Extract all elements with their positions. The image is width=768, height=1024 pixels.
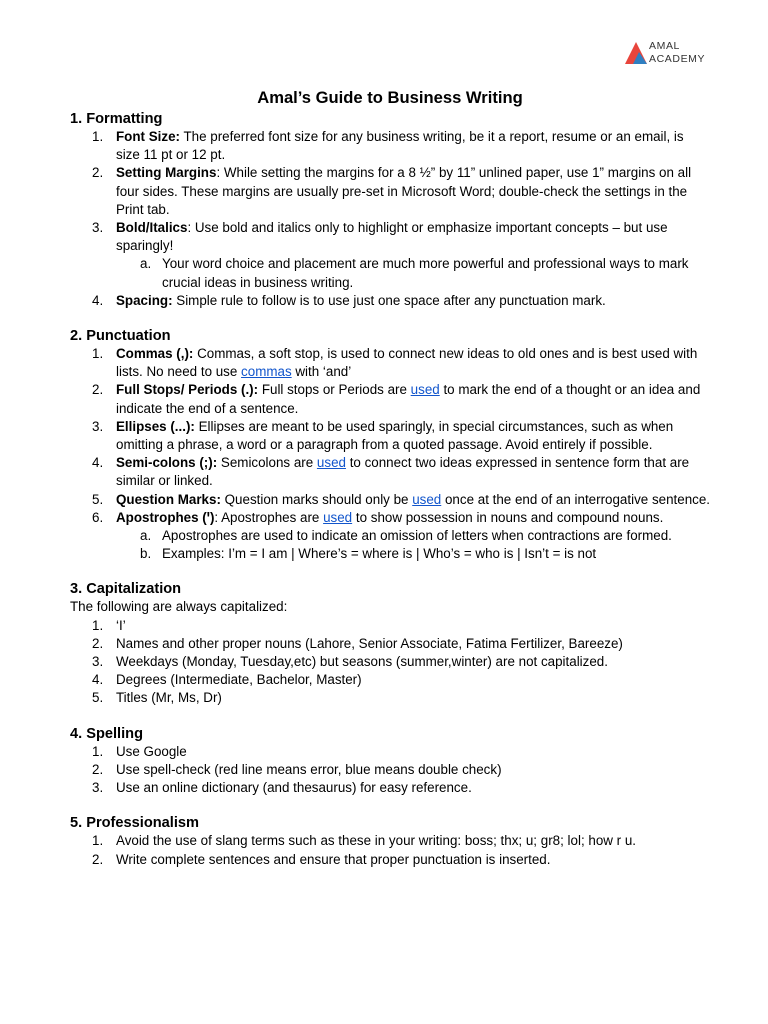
used-link[interactable]: used (412, 491, 442, 507)
section-heading-punctuation: 2. Punctuation (70, 328, 171, 345)
list-item: 4. Degrees (Intermediate, Bachelor, Master) (92, 672, 362, 688)
logo-triangle-icon (624, 41, 648, 65)
list-item: 2. Write complete sentences and ensure that proper punctuation is inserted. (92, 851, 551, 867)
used-link[interactable]: used (410, 382, 440, 398)
list-item: 3. Ellipses (...): Ellipses are meant to be used sparingly, in special circumstances, such as when omitting a phrase, a word or a paragraph from a quoted passage. Avoid entirely if possible. (92, 418, 674, 453)
list-item: 1. Commas (,): Commas, a soft stop, is used to connect new ideas to old ones and is best used with lists. No need to use commas with ‘and’ (92, 346, 698, 380)
list-item: 1. Use Google (92, 743, 187, 759)
used-link[interactable]: used (323, 509, 353, 525)
list-item: 2. Names and other proper nouns (Lahore, Senior Associate, Fatima Fertilizer, Bareeze) (92, 635, 623, 651)
section-formatting (70, 110, 710, 310)
section-heading-formatting: 1. Formatting (70, 111, 163, 127)
document-title: Amal’s Guide to Business Writing (257, 88, 523, 107)
list-item: 1. ‘I’ (92, 617, 126, 633)
list-item: 3. Use an online dictionary (and thesaurus) for easy reference. (92, 780, 472, 796)
list-item: 5. Question Marks: Question marks should only be used once at the end of an interrogative sentence. (92, 491, 711, 507)
list-item: 6. Apostrophes (ꞌ): Apostrophes are used to show possession in nouns and compound nouns. a. Apostrophes are used to indicate an omission of letters when contractions are formed. b. Examples: I’m = I am | Where’s = where is | Who’s = who is | Isn’t = is not (70, 509, 710, 564)
sub-list-item: a. Apostrophes are used to indicate an omission of letters when contractions are formed. (140, 528, 672, 544)
document-body (70, 88, 710, 886)
section-capitalization (70, 580, 710, 707)
used-link[interactable]: used (316, 455, 346, 471)
list-item: 2. Setting Margins: While setting the margins for a 8 ½” by 11” unlined paper, use 1” margins on all four sides. These margins are usually pre-set in Microsoft Word; double-check the settings in the Print tab. (92, 165, 692, 217)
section-heading-spelling: 4. Spelling (70, 725, 143, 742)
section-heading-capitalization: 3. Capitalization (70, 581, 182, 598)
commas-link[interactable]: commas (241, 364, 292, 380)
section-heading-professionalism: 5. Professionalism (70, 815, 199, 832)
sub-list-item: a. Your word choice and placement are much more powerful and professional ways to mark crucial ideas in business writing. (140, 256, 689, 290)
logo-line2: ACADEMY (649, 53, 706, 65)
sub-list-item: b. Examples: I’m = I am | Where’s = where is | Who’s = who is | Isn’t = is not (140, 546, 597, 562)
section-professionalism (70, 814, 710, 868)
logo-line1: AMAL (649, 40, 680, 52)
amal-academy-logo (624, 40, 714, 68)
section-spelling (70, 725, 710, 798)
list-item: 2. Full Stops/ Periods (.): Full stops or Periods are used to mark the end of a thought or an idea and indicate the end of a sentence. (92, 382, 701, 416)
list-item: 4. Spacing: Simple rule to follow is to use just one space after any punctuation mark. (92, 292, 606, 308)
section-punctuation (70, 327, 710, 563)
list-item: 4. Semi-colons (;): Semicolons are used to connect two ideas expressed in sentence form that are similar or linked. (92, 455, 690, 489)
list-item: 5. Titles (Mr, Ms, Dr) (92, 690, 222, 706)
capitalization-intro: The following are always capitalized: (70, 599, 288, 615)
list-item: 1. Font Size: The preferred font size for any business writing, be it a report, resume or an email, is size 11 pt or 12 pt. (92, 129, 684, 163)
list-item: 2. Use spell-check (red line means error, blue means double check) (92, 761, 502, 777)
list-item: 1. Avoid the use of slang terms such as these in your writing: boss; thx; u; gr8; lol; how r u. (92, 833, 637, 849)
list-item: 3. Weekdays (Monday, Tuesday,etc) but seasons (summer,winter) are not capitalized. (92, 654, 608, 670)
list-item: 3. Bold/Italics: Use bold and italics only to highlight or emphasize important concepts – but use sparingly! a. Your word choice and placement are much more powerful and professional ways to mark crucial ideas in business writing. (70, 219, 710, 292)
